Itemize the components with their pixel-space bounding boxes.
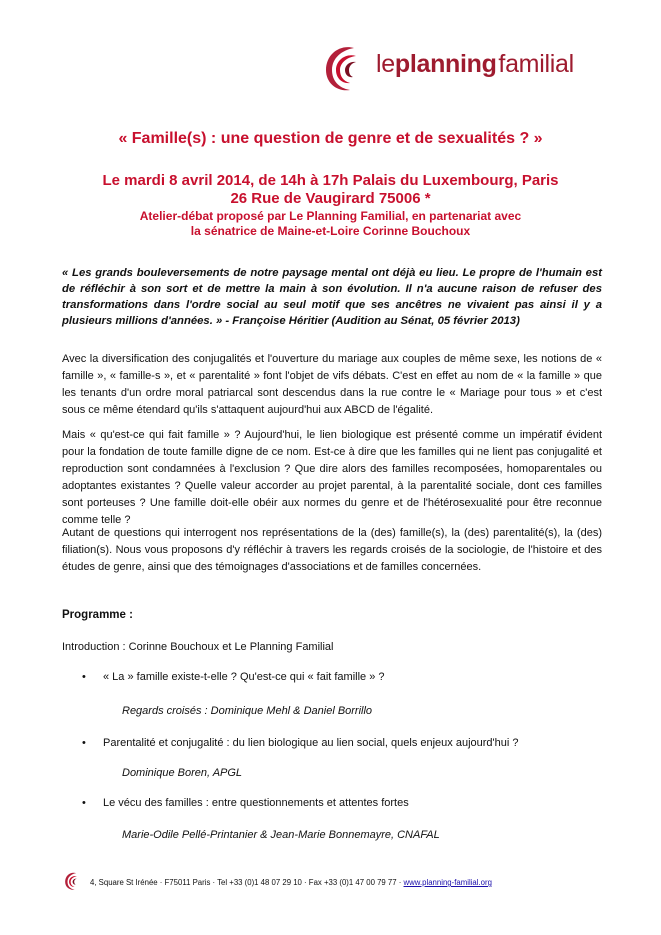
bullet-icon: • — [82, 671, 86, 683]
footer — [62, 870, 622, 892]
footer-address: 4, Square St Irénée · F75011 Paris · Tel +33 (0)1 48 07 29 10 · Fax +33 (0)1 47 00 79 77 · — [90, 878, 404, 887]
subtitle-line-2: la sénatrice de Maine-et-Loire Corinne Bouchoux — [190, 224, 471, 238]
programme-item-2: Parentalité et conjugalité : du lien biologique au lien social, quels enjeux aujourd'hui ? — [103, 737, 519, 749]
logo-text-planning: planning — [394, 50, 497, 78]
website-link[interactable]: www.planning-familial.org — [403, 878, 492, 887]
programme-speakers-3: Marie-Odile Pellé-Printanier & Jean-Marie Bonnemayre, CNAFAL — [122, 829, 440, 841]
footer-contact — [90, 878, 492, 887]
quote: « Les grands bouleversements de notre paysage mental ont déjà eu lieu. Le propre de l'humain est de réfléchir à son sort et de mettre la main à son évolution. Il n'a aucune raison de refuser des transformations dans l'ordre social au seul motif que ses ancêtres ne vivaient pas ainsi il y a plusieurs millions d'années. » - Françoise Héritier (Audition au Sénat, 05 février 2013) — [62, 267, 602, 327]
programme-item-3: Le vécu des familles : entre questionnements et attentes fortes — [103, 797, 409, 809]
logo-text-familial: familial — [498, 50, 574, 78]
programme-item-1: « La » famille existe-t-elle ? Qu'est-ce qui « fait famille » ? — [103, 671, 385, 683]
bullet-icon: • — [82, 737, 86, 749]
planning-familial-logo-icon — [318, 40, 374, 96]
subtitle-line-1: Atelier-débat proposé par Le Planning Familial, en partenariat avec — [139, 209, 522, 223]
programme-heading: Programme : — [62, 609, 133, 621]
event-date-line: Le mardi 8 avril 2014, de 14h à 17h Palais du Luxembourg, Paris — [102, 172, 559, 189]
programme-speakers-1: Regards croisés : Dominique Mehl & Daniel Borrillo — [122, 705, 373, 717]
logo-text-le: le — [376, 50, 395, 78]
paragraph-1: Avec la diversification des conjugalités et l'ouverture du mariage aux couples de même sexe, les notions de « famille », « famille-s », et « parentalité » font l'objet de vifs débats. C'est en effet au nom de « la famille » que les tenants d'un ordre moral patriarcal sont descendus dans la rue contre le « Mariage pour tous » et c'est sous ce même étendard qu'ils s'attaquent aujourd'hui aux ABCD de l'égalité. — [62, 353, 602, 416]
bullet-icon: • — [82, 797, 86, 809]
footer-logo-icon — [62, 870, 84, 892]
logo-wordmark — [376, 50, 574, 79]
logo — [318, 40, 618, 100]
event-subtitle — [0, 209, 661, 239]
event-details — [0, 172, 661, 208]
document-title: « Famille(s) : une question de genre et de sexualités ? » — [118, 130, 543, 147]
paragraph-2: Mais « qu'est-ce qui fait famille » ? Aujourd'hui, le lien biologique est présenté comme un impératif évident pour la fondation de toute famille digne de ce nom. Est-ce à dire que les familles qui ne lient pas conjugalité et reproduction sont condamnées à l'exclusion ? Que dire alors des familles recomposées, homoparentales ou adoptantes existantes ? Quelle valeur accorder au projet parental, à la parentalité sociale, dont ces familles sont porteuses ? Une famille doit-elle obéir aux normes du genre et de l'hétérosexualité pour être reconnue comme telle ? — [62, 429, 602, 526]
paragraph-3: Autant de questions qui interrogent nos représentations de la (des) famille(s), la (des) parentalité(s), la (des) filiation(s). Nous vous proposons d'y réfléchir à travers les regards croisés de la sociologie, de l'histoire et des études de genre, ainsi que des témoignages d'associations et de familles concernées. — [62, 527, 602, 573]
programme-speakers-2: Dominique Boren, APGL — [122, 767, 243, 779]
programme-intro: Introduction : Corinne Bouchoux et Le Planning Familial — [62, 641, 334, 653]
event-address-line: 26 Rue de Vaugirard 75006 * — [230, 190, 431, 207]
